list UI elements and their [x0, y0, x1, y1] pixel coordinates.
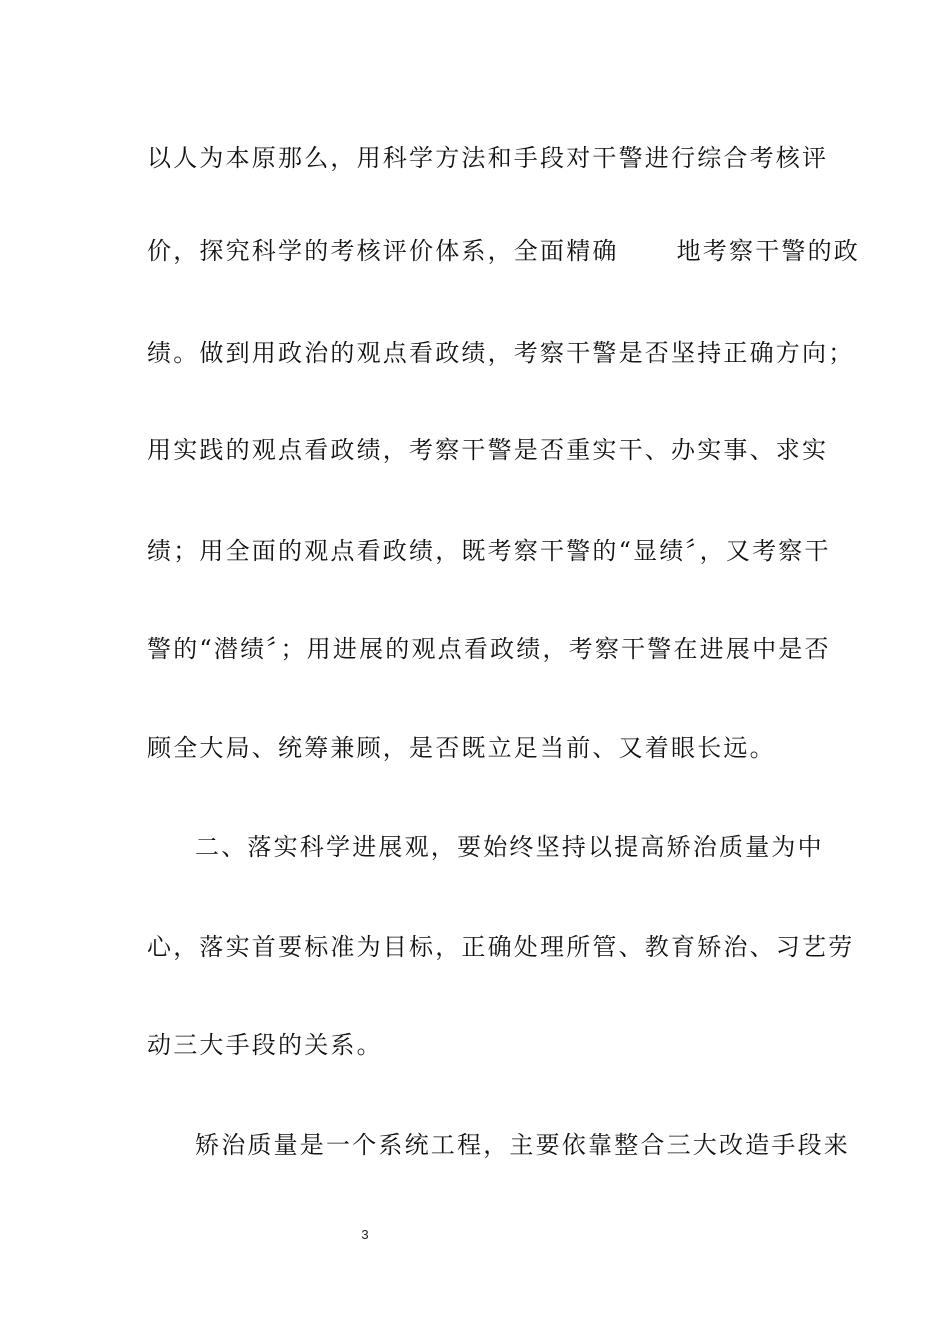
text-line: 以人为本原那么，用科学方法和手段对干警进行综合考核评 [147, 144, 829, 172]
page-number: 3 [361, 1227, 369, 1242]
text-line [147, 236, 861, 266]
text-line: 绩；用全面的观点看政绩，既考察干警的“显绩〞，又考察干 [147, 537, 831, 565]
section-heading-line: 二、落实科学进展观，要始终坚持以提高矫治质量为中 [195, 833, 824, 861]
text-line: 动三大手段的关系。 [147, 1031, 383, 1059]
text-line: 心，落实首要标准为目标，正确处理所管、教育矫治、习艺劳 [147, 933, 855, 961]
text-line: 用实践的观点看政绩，考察干警是否重实干、办实事、求实 [147, 436, 829, 464]
text-line: 绩。做到用政治的观点看政绩，考察干警是否坚持正确方向； [147, 339, 855, 367]
text-segment: 价，探究科学的考核评价体系，全面精确 [147, 237, 619, 265]
text-segment: 地考察干警的政 [676, 237, 861, 265]
text-line: 顾全大局、统筹兼顾，是否既立足当前、又着眼长远。 [147, 734, 776, 762]
paragraph-start-line: 矫治质量是一个系统工程，主要依靠整合三大改造手段来 [195, 1131, 850, 1159]
text-line: 警的“潜绩〞；用进展的观点看政绩，考察干警在进展中是否 [147, 635, 831, 663]
